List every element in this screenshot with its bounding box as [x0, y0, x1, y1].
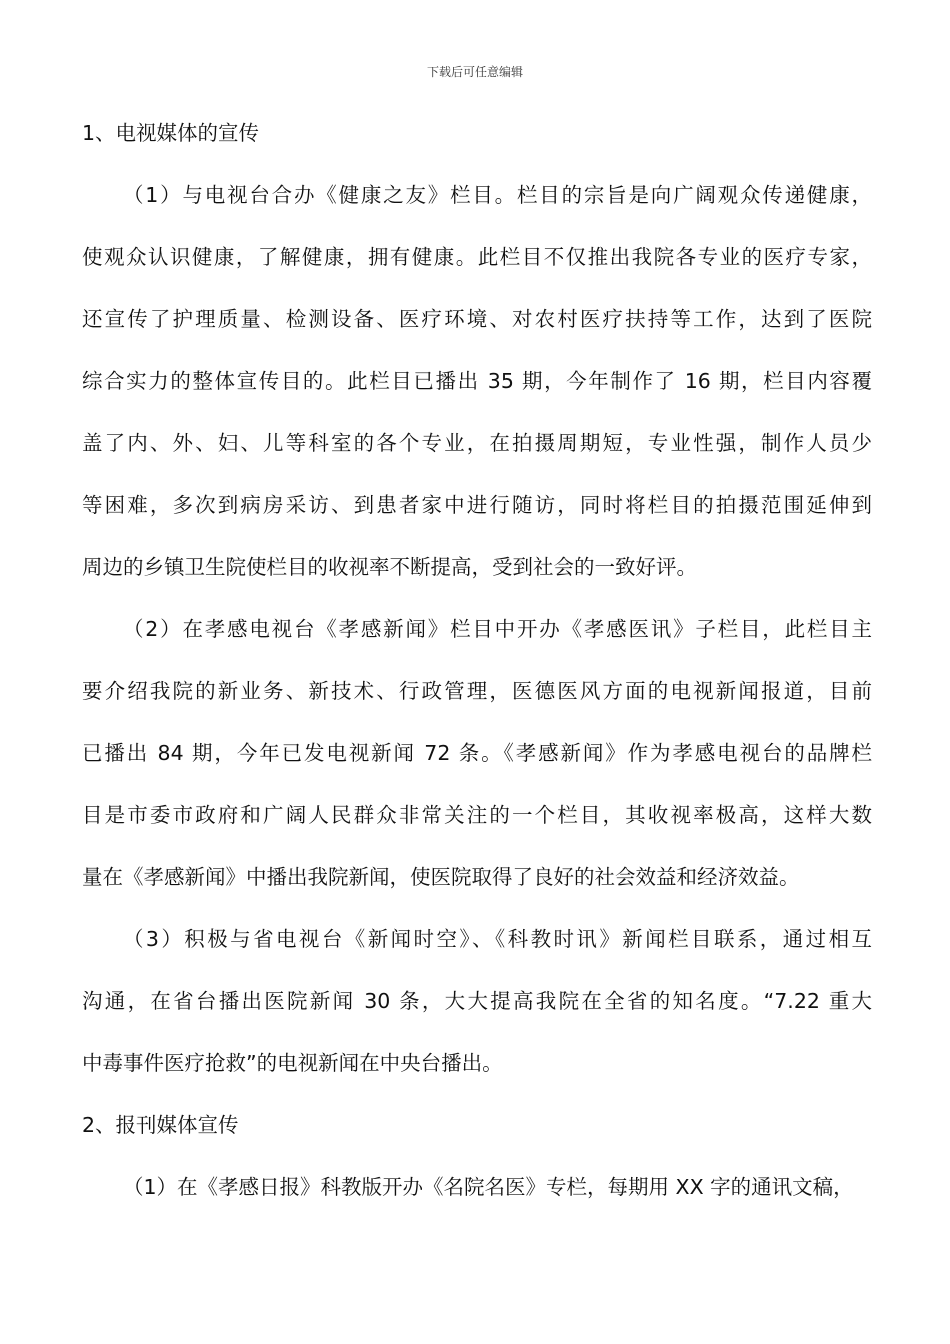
paragraph-line: 中毒事件医疗抢救”的电视新闻在中央台播出。 — [82, 1051, 503, 1075]
paragraph-line: 综合实力的整体宣传目的。此栏目已播出 35 期，今年制作了 16 期，栏目内容覆 — [82, 369, 872, 393]
section-heading: 2、报刊媒体宣传 — [82, 1113, 239, 1137]
paragraph-line: 沟通，在省台播出医院新闻 30 条，大大提高我院在全省的知名度。“7.22 重大 — [82, 989, 872, 1013]
paragraph-line: 盖了内、外、妇、儿等科室的各个专业，在拍摄周期短，专业性强，制作人员少 — [82, 431, 872, 455]
paragraph-line: 要介绍我院的新业务、新技术、行政管理，医德医风方面的电视新闻报道，目前 — [82, 679, 872, 703]
page-header: 下载后可任意编辑 — [426, 65, 523, 79]
paragraph-line: （3）积极与省电视台《新闻时空》、《科教时讯》新闻栏目联系，通过相互 — [123, 927, 872, 951]
paragraph-line: （2）在孝感电视台《孝感新闻》栏目中开办《孝感医讯》子栏目，此栏目主 — [123, 617, 872, 641]
paragraph-line: 周边的乡镇卫生院使栏目的收视率不断提高，受到社会的一致好评。 — [82, 555, 697, 579]
paragraph-line: 已播出 84 期，今年已发电视新闻 72 条。《孝感新闻》作为孝感电视台的品牌栏 — [82, 741, 872, 765]
paragraph-line: （1）与电视台合办《健康之友》栏目。栏目的宗旨是向广阔观众传递健康， — [123, 183, 872, 207]
paragraph-line: 还宣传了护理质量、检测设备、医疗环境、对农村医疗扶持等工作，达到了医院 — [82, 307, 872, 331]
paragraph-line: 使观众认识健康，了解健康，拥有健康。此栏目不仅推出我院各专业的医疗专家， — [82, 245, 872, 269]
paragraph-line: 目是市委市政府和广阔人民群众非常关注的一个栏目，其收视率极高，这样大数 — [82, 803, 872, 827]
section-heading: 1、电视媒体的宣传 — [82, 121, 260, 145]
paragraph-line: 等困难，多次到病房采访、到患者家中进行随访，同时将栏目的拍摄范围延伸到 — [82, 493, 872, 517]
document-body — [82, 118, 872, 1234]
paragraph-line: （1）在《孝感日报》科教版开办《名院名医》专栏，每期用 XX 字的通讯文稿， — [123, 1175, 854, 1199]
paragraph-line: 量在《孝感新闻》中播出我院新闻，使医院取得了良好的社会效益和经济效益。 — [82, 865, 800, 889]
